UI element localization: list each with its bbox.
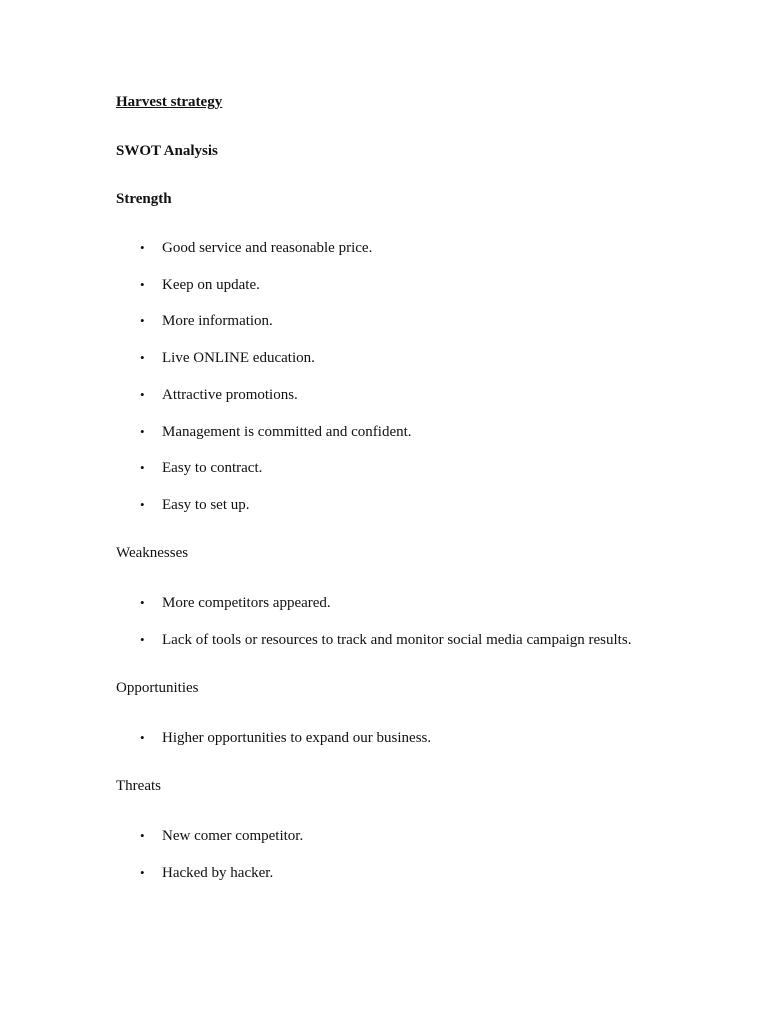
bullet-icon: •	[140, 730, 145, 745]
list-item	[116, 864, 736, 882]
bullet-icon: •	[140, 387, 145, 402]
section-heading: SWOT Analysis	[116, 143, 218, 159]
list-item-text: Good service and reasonable price.	[162, 240, 373, 256]
list-item-text: Lack of tools or resources to track and monitor social media campaign results.	[162, 632, 632, 648]
bullet-icon: •	[140, 313, 145, 328]
list-item	[116, 827, 736, 845]
strength-heading: Strength	[116, 191, 172, 207]
list-item	[116, 423, 736, 441]
list-item	[116, 349, 736, 367]
list-item	[116, 276, 736, 294]
list-item-text: Easy to contract.	[162, 460, 263, 476]
list-item-text: Keep on update.	[162, 277, 260, 293]
list-item	[116, 729, 736, 747]
opportunities-heading: Opportunities	[116, 680, 199, 696]
list-item	[116, 594, 736, 612]
bullet-icon: •	[140, 424, 145, 439]
bullet-icon: •	[140, 277, 145, 292]
list-item-text: Higher opportunities to expand our business.	[162, 730, 432, 746]
list-item	[116, 239, 736, 257]
list-item-text: More competitors appeared.	[162, 595, 331, 611]
list-item-text: More information.	[162, 313, 273, 329]
list-item	[116, 386, 736, 404]
document-title: Harvest strategy	[116, 94, 223, 110]
bullet-icon: •	[140, 497, 145, 512]
bullet-icon: •	[140, 865, 145, 880]
bullet-icon: •	[140, 460, 145, 475]
list-item-text: Live ONLINE education.	[162, 350, 315, 366]
list-item	[116, 631, 736, 649]
bullet-icon: •	[140, 350, 145, 365]
bullet-icon: •	[140, 632, 145, 647]
bullet-icon: •	[140, 240, 145, 255]
list-item	[116, 459, 736, 477]
list-item-text: Management is committed and confident.	[162, 424, 412, 440]
list-item-text: Easy to set up.	[162, 497, 250, 513]
list-item	[116, 496, 736, 514]
bullet-icon: •	[140, 828, 145, 843]
list-item	[116, 312, 736, 330]
threats-heading: Threats	[116, 778, 161, 794]
list-item-text: New comer competitor.	[162, 828, 304, 844]
weaknesses-heading: Weaknesses	[116, 545, 189, 561]
list-item-text: Attractive promotions.	[162, 387, 298, 403]
bullet-icon: •	[140, 595, 145, 610]
list-item-text: Hacked by hacker.	[162, 865, 274, 881]
